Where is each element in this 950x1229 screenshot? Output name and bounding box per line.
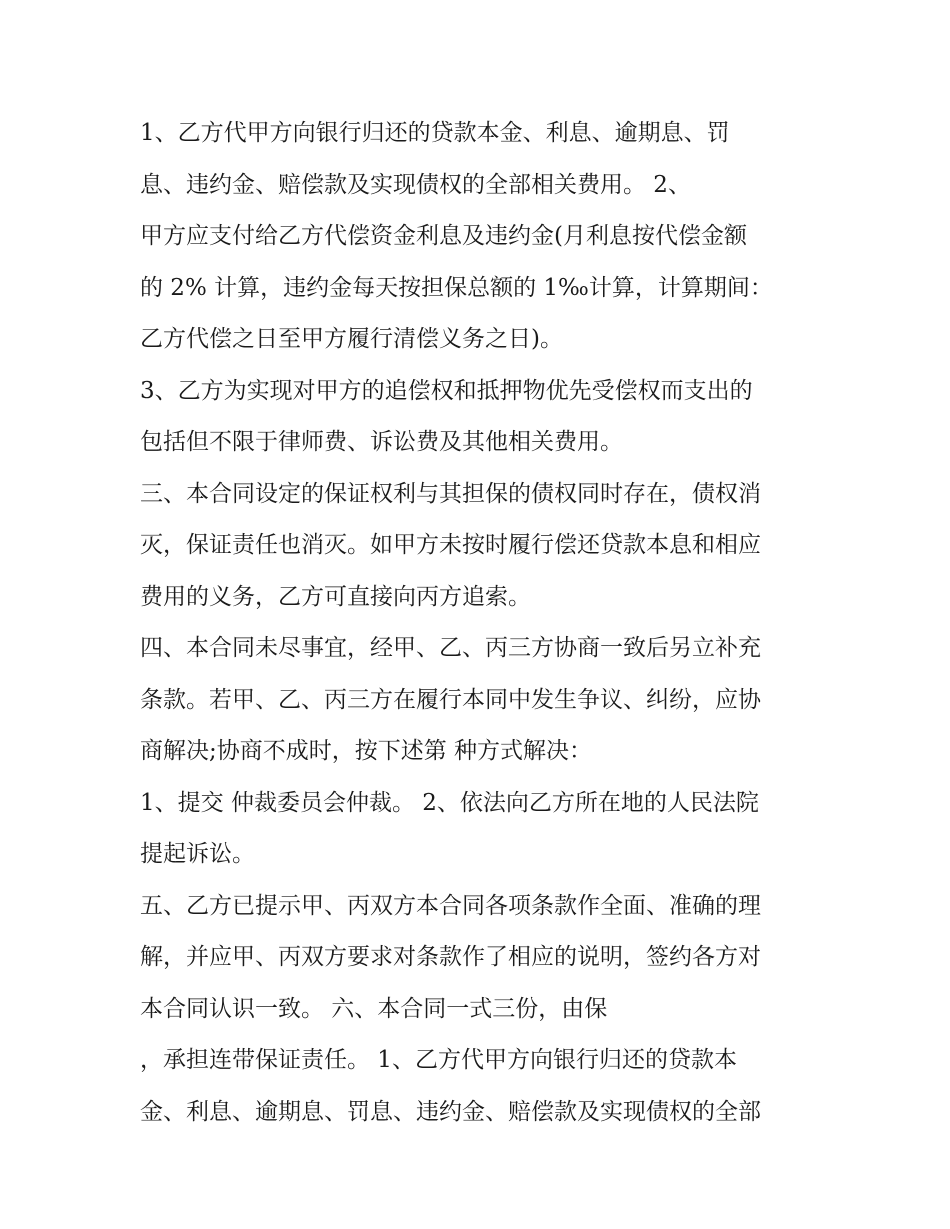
text-line: 商解决;协商不成时，按下述第 种方式解决： xyxy=(140,738,593,764)
text-line: ，承担连带保证责任。 1、乙方代甲方向银行归还的贷款本 xyxy=(140,1047,737,1073)
text-line: 三、本合同设定的保证权利与其担保的债权同时存在，债权消 xyxy=(140,480,761,507)
text-line: 灭，保证责任也消灭。如甲方未按时履行偿还贷款本息和相应 xyxy=(140,532,761,558)
text-line: 四、本合同未尽事宜，经甲、乙、丙三方协商一致后另立补充 xyxy=(140,635,761,661)
text-line: 提起诉讼。 xyxy=(140,841,255,867)
text-line: 解，并应甲、丙双方要求对条款作了相应的说明，签约各方对 xyxy=(140,944,761,970)
text-line: 费用的义务，乙方可直接向丙方追索。 xyxy=(140,583,531,610)
text-line: 甲方应支付给乙方代偿资金利息及违约金(月利息按代偿金额 xyxy=(140,223,747,249)
text-line: 乙方代偿之日至甲方履行清偿义务之日)。 xyxy=(140,326,563,352)
text-line: 1、提交 仲裁委员会仲裁。 2、依法向乙方所在地的人民法院 xyxy=(140,789,759,816)
text-line: 五、乙方已提示甲、丙双方本合同各项条款作全面、准确的理 xyxy=(140,892,761,919)
document-body xyxy=(140,108,830,1138)
text-line: 息、违约金、赔偿款及实现债权的全部相关费用。 2、 xyxy=(140,171,691,198)
text-line: 本合同认识一致。 六、本合同一式三份，由保 xyxy=(140,995,608,1022)
text-line: 条款。若甲、乙、丙三方在履行本同中发生争议、纠纷，应协 xyxy=(140,686,761,713)
text-line: 的 2% 计算，违约金每天按担保总额的 1‰计算，计算期间： xyxy=(140,274,773,301)
text-line: 1、乙方代甲方向银行归还的贷款本金、利息、逾期息、罚 xyxy=(140,120,730,146)
text-line: 3、乙方为实现对甲方的追偿权和抵押物优先受偿权而支出的 xyxy=(140,377,753,404)
text-line: 包括但不限于律师费、诉讼费及其他相关费用。 xyxy=(140,429,623,455)
text-line: 金、利息、逾期息、罚息、违约金、赔偿款及实现债权的全部 xyxy=(140,1098,761,1125)
